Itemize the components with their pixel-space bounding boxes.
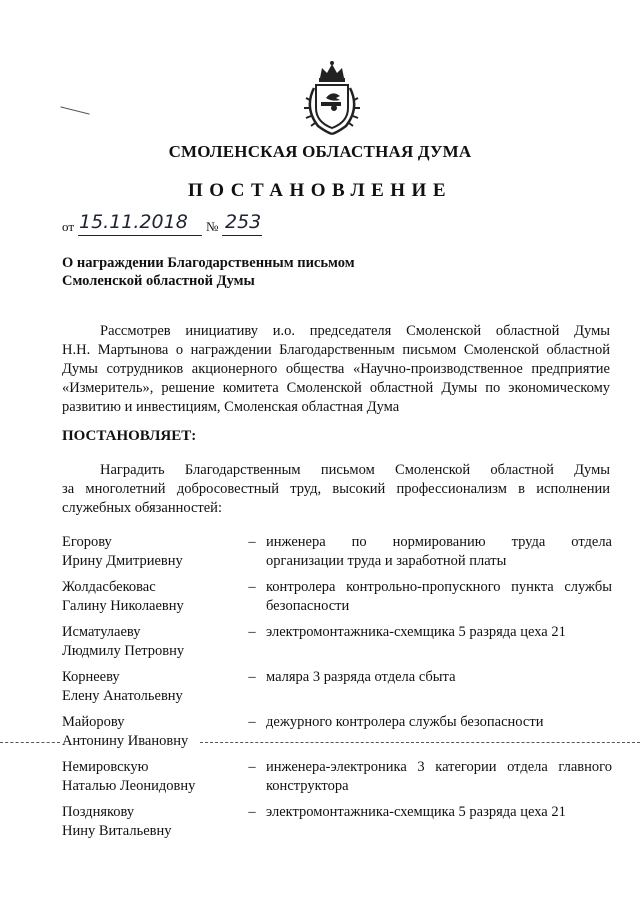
awardee-dash: – [248,759,256,775]
preamble-line: Думы сотрудников акционерного общества «Научно-производственное предприятие [62,361,610,377]
preamble-line: Рассмотрев инициативу и.о. председателя Смоленской областной Думы [100,323,610,339]
number-underline [222,235,262,236]
awardee-position [266,803,612,822]
scan-fold-mark [200,742,640,743]
position-line: инженера-электроника 3 категории отдела главного [266,759,612,775]
date-handwritten: 15.11.2018 [79,211,188,233]
resolves-heading: ПОСТАНОВЛЯЕТ: [62,428,197,444]
awardee-surname: Егорову [62,534,112,550]
decision-line: Наградить Благодарственным письмом Смоленской областной Думы [100,462,610,478]
number-handwritten: 253 [225,211,262,233]
decision-line: служебных обязанностей: [62,500,222,516]
awardee-position [266,623,612,642]
document-type-title: ПОСТАНОВЛЕНИЕ [187,180,453,201]
subject-line: Смоленской областной Думы [62,273,255,289]
coat-of-arms-emblem [296,58,368,138]
decision-line: за многолетний добросовестный труд, высокий профессионализм в исполнении [62,481,610,497]
awardee-position [266,758,612,796]
awardee-position [266,713,612,732]
preamble-line: Н.Н. Мартынова о награждении Благодарственным письмом Смоленской областной [62,342,610,358]
position-line: безопасности [266,598,350,614]
scan-fold-mark [60,106,89,114]
preamble-paragraph [62,322,610,417]
awardee-dash: – [248,624,256,640]
awardee-given-names: Ирину Дмитриевну [62,553,183,569]
awardee-surname: Исматулаеву [62,624,141,640]
awardee-dash: – [248,534,256,550]
awardee-dash: – [248,804,256,820]
awardee-dash: – [248,669,256,685]
awardee-name [62,713,242,751]
awardee-dash: – [248,579,256,595]
awardee-given-names: Галину Николаевну [62,598,184,614]
position-line: маляра 3 разряда отдела сбыта [266,669,456,685]
awardee-surname: Немировскую [62,759,149,775]
awardee-surname: Корнееву [62,669,120,685]
awardee-given-names: Наталью Леонидовну [62,778,196,794]
awardee-position [266,533,612,571]
date-underline [78,235,202,236]
position-line: конструктора [266,778,349,794]
awardee-surname: Майорову [62,714,125,730]
awardee-given-names: Нину Витальевну [62,823,172,839]
date-from-label: от [62,219,75,234]
awardee-position [266,578,612,616]
position-line: контролера контрольно-пропускного пункта службы [266,579,612,595]
position-line: электромонтажника-схемщика 5 разряда цеха 21 [266,624,566,640]
awardee-name [62,758,242,796]
awardee-name [62,533,242,571]
position-line: инженера по нормированию труда отдела [266,534,612,550]
awardee-name [62,623,242,661]
date-number-line [62,207,282,235]
organization-name: СМОЛЕНСКАЯ ОБЛАСТНАЯ ДУМА [168,142,472,161]
preamble-line: «Измеритель», решение комитета Смоленской областной Думы по экономическому [62,380,610,396]
awardee-name [62,578,242,616]
awardee-name [62,803,242,841]
scan-fold-mark [0,742,60,743]
awardee-given-names: Людмилу Петровну [62,643,185,659]
awardee-surname: Жолдасбековас [62,579,156,595]
decision-paragraph [62,461,610,518]
position-line: организации труда и заработной платы [266,553,507,569]
awardee-dash: – [248,714,256,730]
awardee-given-names: Антонину Ивановну [62,733,189,749]
document-subject [62,254,355,290]
number-label: № [206,219,219,234]
subject-line: О награждении Благодарственным письмом [62,255,355,271]
position-line: дежурного контролера службы безопасности [266,714,544,730]
awardee-name [62,668,242,706]
awardee-given-names: Елену Анатольевну [62,688,183,704]
preamble-line: развитию и инвестициям, Смоленская областная Дума [62,399,400,415]
awardee-surname: Позднякову [62,804,135,820]
position-line: электромонтажника-схемщика 5 разряда цеха 21 [266,804,566,820]
awardee-position [266,668,612,687]
